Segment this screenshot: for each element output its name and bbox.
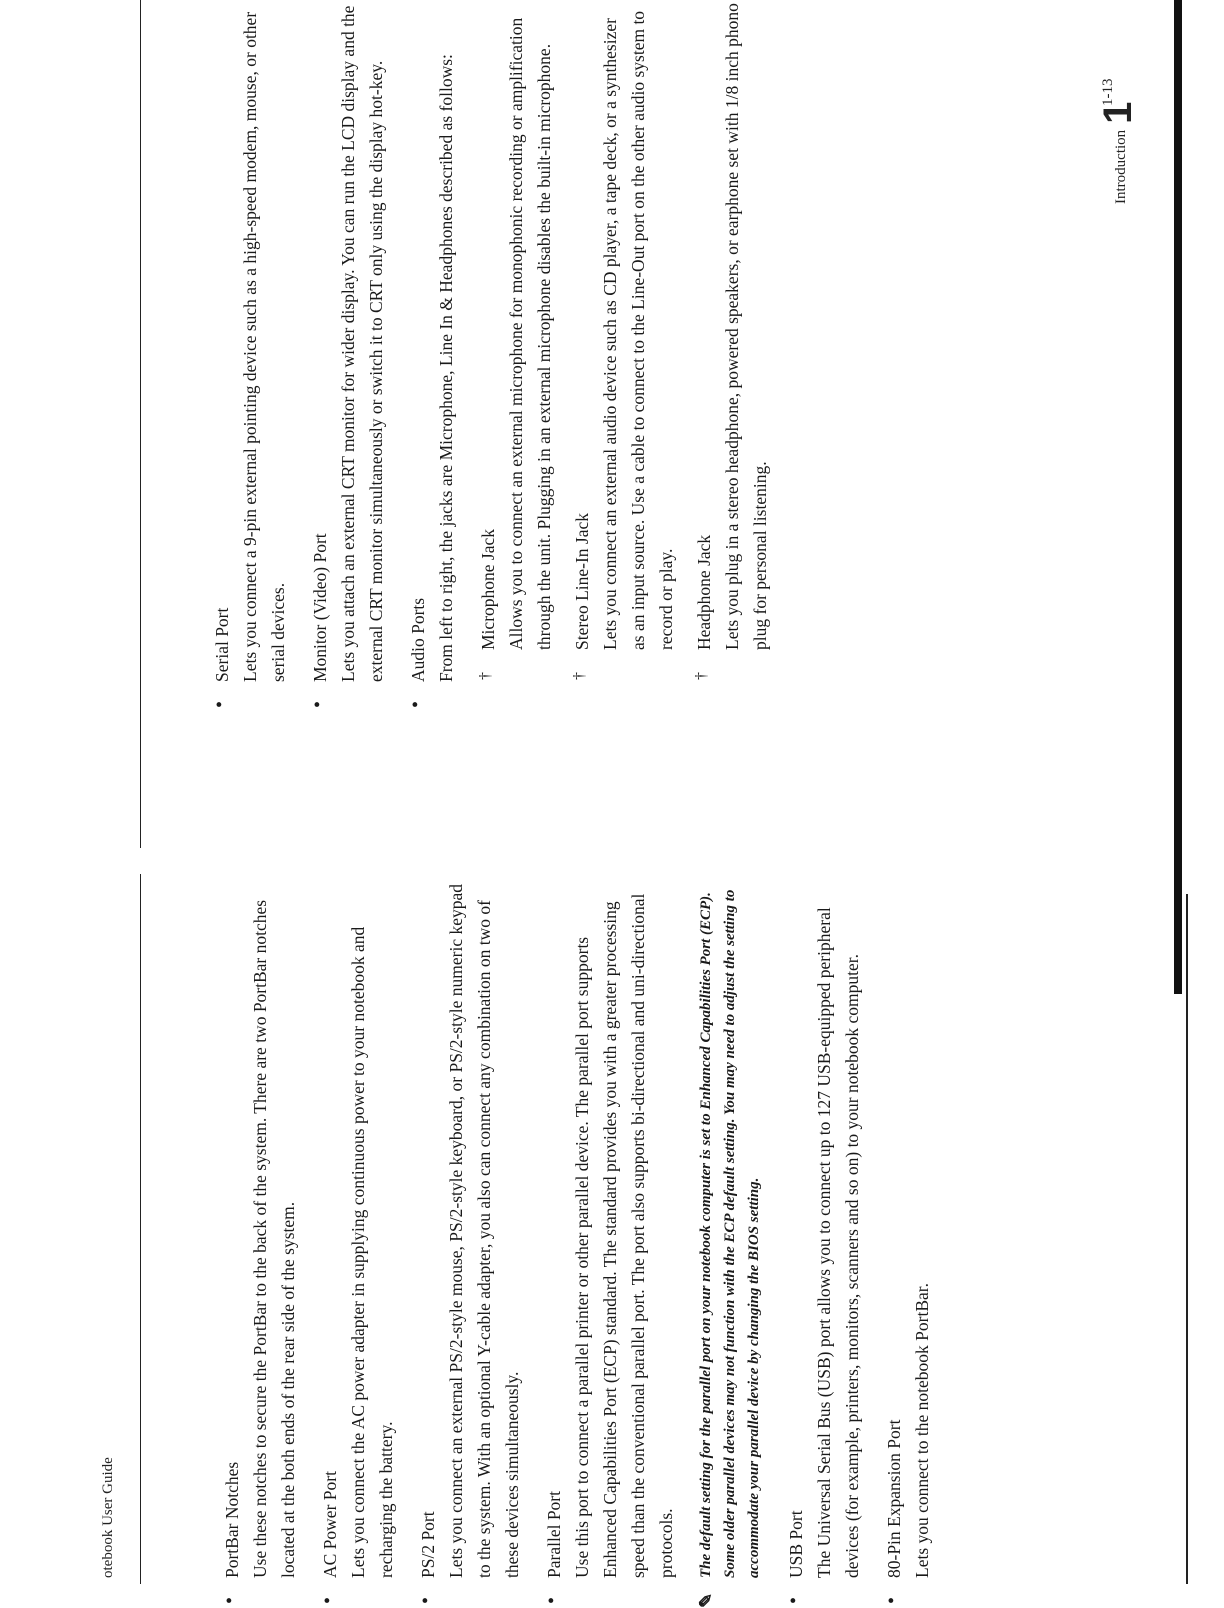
note	[694, 878, 766, 1608]
list-item	[316, 878, 400, 1604]
bullet: •	[209, 700, 231, 708]
item-body: The Universal Serial Bus (USB) port allows you to connect up to 127 USB-equipped peripheral devices (for example, printers, monitors, scanners and so on) to your notebook computer.	[814, 907, 862, 1578]
item-body: Lets you connect to the notebook PortBar.	[912, 1282, 932, 1578]
pen-icon: ✎	[696, 1592, 716, 1608]
left-header-rule	[140, 874, 141, 1584]
item-title: Serial Port	[212, 607, 232, 682]
sub-item	[474, 2, 558, 680]
dagger-bullet: †	[693, 672, 710, 680]
bullet: •	[317, 1596, 339, 1604]
bullet: •	[307, 700, 329, 708]
list-item	[306, 2, 390, 708]
right-header-rule	[140, 0, 141, 848]
sub-item	[690, 2, 774, 680]
sub-item-title: Stereo Line-In Jack	[572, 512, 592, 650]
list-item	[414, 878, 526, 1604]
bullet: •	[783, 1596, 805, 1604]
item-title: Audio Ports	[408, 597, 428, 682]
chapter-number: 1	[1096, 101, 1140, 124]
left-page	[218, 878, 950, 1608]
right-header	[1096, 102, 1141, 204]
list-item	[782, 878, 866, 1604]
item-title: 80-Pin Expansion Port	[884, 1419, 904, 1578]
item-title: Monitor (Video) Port	[310, 533, 330, 682]
dagger-bullet: †	[477, 672, 494, 680]
item-title: Parallel Port	[544, 1491, 564, 1578]
bullet: •	[405, 700, 427, 708]
bullet: •	[541, 1596, 563, 1604]
item-body: Lets you attach an external CRT monitor for wider display. You can run the LCD display and the external CRT monitor simultaneously or switch it to CRT only using the display hot-key.	[338, 5, 386, 682]
list-item	[404, 2, 460, 708]
item-body: Use these notches to secure the PortBar to the back of the system. There are two PortBar notches located at the both ends of the rear side of the system.	[250, 899, 298, 1578]
sub-item-title: Headphone Jack	[694, 534, 714, 650]
left-page-top-rule	[1186, 894, 1188, 1584]
item-title: USB Port	[786, 1510, 806, 1578]
sub-item-body: Lets you plug in a stereo headphone, powered speakers, or earphone set with 1/8 inch phono plug for personal listening.	[722, 3, 770, 650]
sub-item-title: Microphone Jack	[478, 528, 498, 650]
item-body: Lets you connect a 9-pin external pointing device such as a high-speed modem, mouse, or other serial devices.	[240, 11, 288, 682]
list-item	[218, 878, 302, 1604]
top-rule	[1174, 0, 1182, 994]
section-title: Introduction	[1113, 129, 1129, 204]
sub-item-body: Lets you connect an external audio device such as CD player, a tape deck, or a synthesizer as an input source. Use a cable to connect to the Line-Out port on the other audio system to record or play.	[600, 10, 676, 650]
bullet: •	[219, 1596, 241, 1604]
note-text: The default setting for the parallel port on your notebook computer is set to Enhanced Capabilities Port (ECP). Some older parallel devices may not function with the ECP default setting. You may need to adjust the setting to accommodate your parallel device by changing the BIOS setting.	[698, 889, 762, 1578]
item-title: PS/2 Port	[418, 1511, 438, 1578]
item-body: Lets you connect an external PS/2-style mouse, PS/2-style keyboard, or PS/2-style numeric keypad to the system. With an optional Y-cable adapter, you also can connect any combination on two of these devices simultaneously.	[446, 883, 522, 1578]
sub-item-body: Allows you to connect an external microphone for monophonic recording or amplification through the unit. Plugging in an external microphone disables the built-in microphone.	[506, 17, 554, 650]
bullet: •	[881, 1596, 903, 1604]
list-item	[540, 878, 680, 1604]
item-body: Lets you connect the AC power adapter in supplying continuous power to your notebook and recharging the battery.	[348, 926, 396, 1578]
item-body: From left to right, the jacks are Microphone, Line In & Headphones described as follows:	[436, 54, 456, 682]
list-item	[208, 2, 292, 708]
item-title: PortBar Notches	[222, 1461, 242, 1578]
item-title: AC Power Port	[320, 1471, 340, 1578]
dagger-bullet: †	[571, 672, 588, 680]
item-body: Use this port to connect a parallel printer or other parallel device. The parallel port supports Enhanced Capabilities Port (ECP) standard. The standard provides you with a greater processing speed than the conventional parallel port. The port also supports bi-directional and uni-directional protocols.	[572, 893, 676, 1578]
list-item	[880, 878, 936, 1604]
bullet: •	[415, 1596, 437, 1604]
right-page	[208, 2, 784, 708]
sub-item	[568, 2, 680, 680]
right-page-number: 1-13	[1100, 78, 1116, 106]
left-page-title: otebook User Guide	[100, 1457, 116, 1578]
